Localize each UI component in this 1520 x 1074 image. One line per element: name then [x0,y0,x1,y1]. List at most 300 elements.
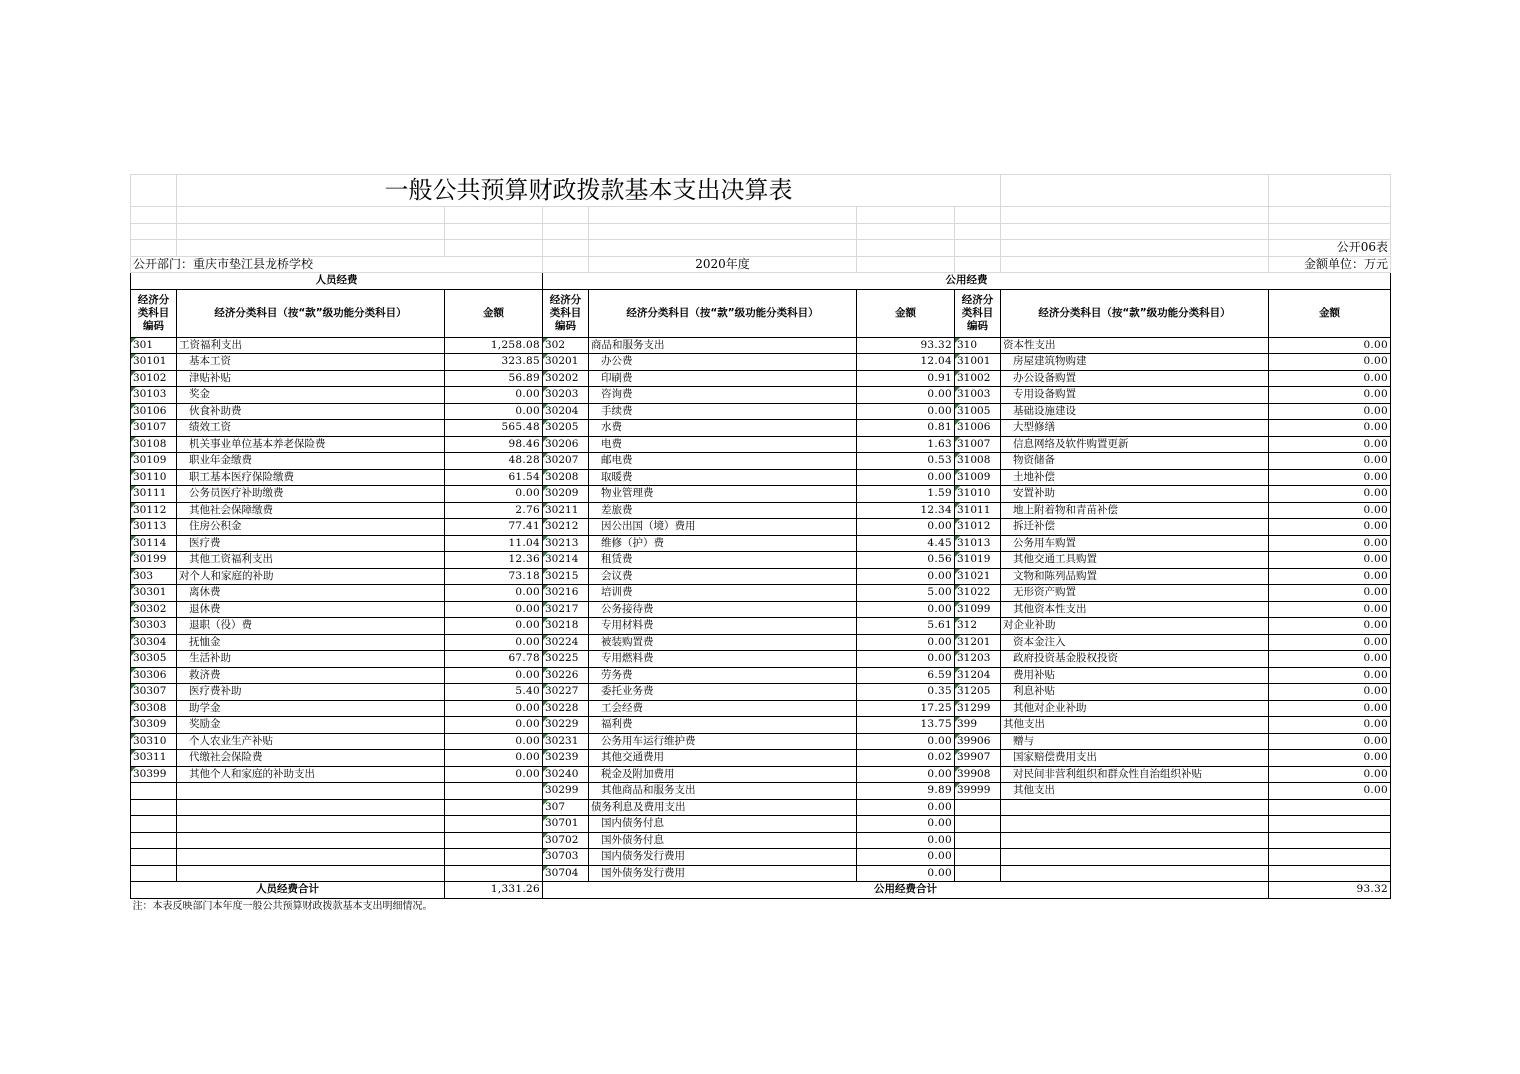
amount: 0.02 [857,750,955,767]
amount: 0.00 [857,601,955,618]
table-row [131,865,1391,882]
table-row [131,337,1391,354]
economic-code [131,865,177,882]
economic-code: 30303 [131,618,177,635]
amount: 1.63 [857,436,955,453]
economic-code: 30305 [131,651,177,668]
amount: 0.00 [857,849,955,866]
amount [445,832,543,849]
category-name: 委托业务费 [589,684,857,701]
category-name: 工会经费 [589,700,857,717]
table-row [131,370,1391,387]
fiscal-year: 2020年度 [589,256,857,273]
category-name: 代缴社会保险费 [177,750,445,767]
table-row [131,403,1391,420]
economic-code: 302 [543,337,589,354]
table-row [131,651,1391,668]
category-name: 专用燃料费 [589,651,857,668]
economic-code: 399 [955,717,1001,734]
economic-code [955,799,1001,816]
economic-code: 30102 [131,370,177,387]
category-name: 其他商品和服务支出 [589,783,857,800]
category-name: 培训费 [589,585,857,602]
economic-code: 30204 [543,403,589,420]
category-name: 安置补助 [1001,486,1269,503]
amount: 56.89 [445,370,543,387]
category-name: 维修（护）费 [589,535,857,552]
group-personnel-header: 人员经费 [131,273,543,290]
category-name: 其他对企业补助 [1001,700,1269,717]
col-header-name: 经济分类科目（按“款”级功能分类科目） [1001,289,1269,337]
category-name: 电费 [589,436,857,453]
economic-code: 30224 [543,634,589,651]
category-name [1001,799,1269,816]
economic-code: 30209 [543,486,589,503]
economic-code: 307 [543,799,589,816]
amount: 0.00 [445,766,543,783]
category-name: 物资储备 [1001,453,1269,470]
amount: 0.00 [1269,387,1391,404]
economic-code: 30110 [131,469,177,486]
amount: 0.00 [1269,651,1391,668]
category-name: 公务接待费 [589,601,857,618]
col-header-code: 经济分类科目编码 [955,289,1001,337]
category-name: 利息补贴 [1001,684,1269,701]
economic-code: 30240 [543,766,589,783]
amount: 1,258.08 [445,337,543,354]
amount: 0.00 [445,717,543,734]
economic-code: 31011 [955,502,1001,519]
amount: 323.85 [445,354,543,371]
economic-code: 31205 [955,684,1001,701]
category-name: 国外债务付息 [589,832,857,849]
category-name: 医疗费 [177,535,445,552]
economic-code: 301 [131,337,177,354]
economic-code: 30199 [131,552,177,569]
amount: 0.00 [445,403,543,420]
amount: 0.00 [445,750,543,767]
total-public-amount: 93.32 [1269,882,1391,899]
amount: 0.00 [445,585,543,602]
category-name: 其他个人和家庭的补助支出 [177,766,445,783]
category-name: 奖励金 [177,717,445,734]
category-name: 其他资本性支出 [1001,601,1269,618]
amount: 0.91 [857,370,955,387]
economic-code: 30227 [543,684,589,701]
category-name: 办公费 [589,354,857,371]
economic-code: 39999 [955,783,1001,800]
economic-code: 31008 [955,453,1001,470]
category-name: 基本工资 [177,354,445,371]
economic-code [131,849,177,866]
economic-code: 30703 [543,849,589,866]
economic-code: 31003 [955,387,1001,404]
economic-code: 30211 [543,502,589,519]
economic-code: 30239 [543,750,589,767]
economic-code: 310 [955,337,1001,354]
economic-code: 30704 [543,865,589,882]
amount [1269,832,1391,849]
category-name: 国内债务付息 [589,816,857,833]
amount: 0.00 [1269,486,1391,503]
table-row [131,519,1391,536]
economic-code: 30310 [131,733,177,750]
category-name: 职工基本医疗保险缴费 [177,469,445,486]
category-name: 抚恤金 [177,634,445,651]
category-name: 差旅费 [589,502,857,519]
economic-code: 30111 [131,486,177,503]
category-name [177,783,445,800]
economic-code: 30101 [131,354,177,371]
table-row [131,799,1391,816]
economic-code: 31201 [955,634,1001,651]
economic-code: 31010 [955,486,1001,503]
amount [445,816,543,833]
amount: 0.00 [445,387,543,404]
economic-code: 31009 [955,469,1001,486]
category-name [1001,832,1269,849]
economic-code: 31002 [955,370,1001,387]
amount: 0.00 [1269,568,1391,585]
amount: 0.00 [857,403,955,420]
category-name: 债务利息及费用支出 [589,799,857,816]
total-public-label: 公用经费合计 [543,882,1269,899]
economic-code: 39906 [955,733,1001,750]
economic-code [131,816,177,833]
economic-code: 30201 [543,354,589,371]
amount: 0.00 [1269,453,1391,470]
category-name: 其他支出 [1001,717,1269,734]
amount: 0.00 [1269,337,1391,354]
category-name: 印刷费 [589,370,857,387]
economic-code: 30113 [131,519,177,536]
category-name: 福利费 [589,717,857,734]
category-name [1001,865,1269,882]
category-name: 机关事业单位基本养老保险费 [177,436,445,453]
economic-code: 31012 [955,519,1001,536]
amount [445,799,543,816]
table-row [131,453,1391,470]
category-name: 租赁费 [589,552,857,569]
category-name: 房屋建筑物购建 [1001,354,1269,371]
category-name: 工资福利支出 [177,337,445,354]
amount: 0.00 [1269,502,1391,519]
economic-code: 30308 [131,700,177,717]
economic-code: 30212 [543,519,589,536]
table-row [131,700,1391,717]
economic-code: 31001 [955,354,1001,371]
amount: 0.00 [1269,403,1391,420]
category-name: 伙食补助费 [177,403,445,420]
amount: 0.00 [1269,535,1391,552]
amount: 0.00 [1269,667,1391,684]
amount: 0.53 [857,453,955,470]
amount-unit: 金额单位：万元 [1269,256,1391,273]
economic-code: 39908 [955,766,1001,783]
economic-code: 30106 [131,403,177,420]
table-row [131,832,1391,849]
amount: 17.25 [857,700,955,717]
category-name: 生活补助 [177,651,445,668]
category-name: 其他交通工具购置 [1001,552,1269,569]
economic-code: 31021 [955,568,1001,585]
amount: 0.00 [1269,684,1391,701]
table-row [131,684,1391,701]
economic-code: 30203 [543,387,589,404]
amount: 0.00 [857,387,955,404]
category-name: 赠与 [1001,733,1269,750]
economic-code: 30103 [131,387,177,404]
economic-code: 30112 [131,502,177,519]
amount: 11.04 [445,535,543,552]
category-name: 住房公积金 [177,519,445,536]
amount: 0.00 [857,766,955,783]
table-row [131,849,1391,866]
economic-code: 31013 [955,535,1001,552]
table-row [131,601,1391,618]
amount: 0.81 [857,420,955,437]
table-row [131,766,1391,783]
amount: 0.00 [1269,519,1391,536]
economic-code: 30205 [543,420,589,437]
amount [445,783,543,800]
category-name: 绩效工资 [177,420,445,437]
amount [1269,865,1391,882]
table-row [131,783,1391,800]
category-name: 职业年金缴费 [177,453,445,470]
economic-code [955,832,1001,849]
category-name: 土地补偿 [1001,469,1269,486]
footnote: 注：本表反映部门本年度一般公共预算财政拨款基本支出明细情况。 [131,898,1391,914]
economic-code: 312 [955,618,1001,635]
amount: 6.59 [857,667,955,684]
economic-code [955,849,1001,866]
category-name: 奖金 [177,387,445,404]
category-name [177,849,445,866]
economic-code: 31019 [955,552,1001,569]
amount: 67.78 [445,651,543,668]
amount: 5.40 [445,684,543,701]
col-header-name: 经济分类科目（按“款”级功能分类科目） [589,289,857,337]
economic-code: 31005 [955,403,1001,420]
category-name: 政府投资基金股权投资 [1001,651,1269,668]
category-name: 水费 [589,420,857,437]
category-name: 被装购置费 [589,634,857,651]
economic-code: 31203 [955,651,1001,668]
amount: 0.00 [857,519,955,536]
category-name [177,865,445,882]
economic-code: 30301 [131,585,177,602]
economic-code: 30208 [543,469,589,486]
category-name: 商品和服务支出 [589,337,857,354]
amount: 77.41 [445,519,543,536]
table-number: 公开06表 [1269,240,1391,257]
amount: 0.00 [1269,552,1391,569]
category-name: 津贴补贴 [177,370,445,387]
economic-code: 30109 [131,453,177,470]
category-name: 离休费 [177,585,445,602]
economic-code: 30215 [543,568,589,585]
economic-code: 31299 [955,700,1001,717]
economic-code: 31007 [955,436,1001,453]
category-name: 对企业补助 [1001,618,1269,635]
category-name [1001,816,1269,833]
amount: 1.59 [857,486,955,503]
category-name: 其他工资福利支出 [177,552,445,569]
economic-code: 303 [131,568,177,585]
table-row [131,568,1391,585]
amount: 0.00 [857,865,955,882]
economic-code: 30311 [131,750,177,767]
amount: 0.00 [857,568,955,585]
category-name: 其他支出 [1001,783,1269,800]
economic-code: 30226 [543,667,589,684]
category-name: 对民间非营利组织和群众性自治组织补贴 [1001,766,1269,783]
amount: 61.54 [445,469,543,486]
amount: 4.45 [857,535,955,552]
economic-code [131,783,177,800]
amount: 0.00 [1269,634,1391,651]
economic-code: 30307 [131,684,177,701]
table-row [131,717,1391,734]
category-name: 会议费 [589,568,857,585]
category-name: 邮电费 [589,453,857,470]
category-name [177,832,445,849]
amount: 13.75 [857,717,955,734]
amount: 5.61 [857,618,955,635]
amount: 0.00 [445,667,543,684]
amount: 0.00 [857,469,955,486]
amount: 5.00 [857,585,955,602]
category-name: 国外债务发行费用 [589,865,857,882]
category-name: 劳务费 [589,667,857,684]
category-name: 无形资产购置 [1001,585,1269,602]
amount: 0.00 [1269,717,1391,734]
amount [445,865,543,882]
category-name: 专用设备购置 [1001,387,1269,404]
economic-code: 30304 [131,634,177,651]
economic-code [131,832,177,849]
economic-code: 39907 [955,750,1001,767]
economic-code: 30217 [543,601,589,618]
amount: 0.00 [857,733,955,750]
category-name [177,816,445,833]
category-name: 信息网络及软件购置更新 [1001,436,1269,453]
amount [445,849,543,866]
economic-code [131,799,177,816]
category-name: 手续费 [589,403,857,420]
table-row [131,552,1391,569]
amount: 0.00 [1269,354,1391,371]
economic-code: 30229 [543,717,589,734]
economic-code: 30302 [131,601,177,618]
amount: 0.00 [857,651,955,668]
category-name: 文物和陈列品购置 [1001,568,1269,585]
economic-code: 30206 [543,436,589,453]
economic-code: 30207 [543,453,589,470]
category-name: 专用材料费 [589,618,857,635]
table-row [131,486,1391,503]
amount: 98.46 [445,436,543,453]
economic-code [955,865,1001,882]
amount: 0.00 [857,799,955,816]
economic-code: 30216 [543,585,589,602]
economic-code: 30701 [543,816,589,833]
col-header-amount: 金额 [1269,289,1391,337]
economic-code: 30107 [131,420,177,437]
category-name: 其他交通费用 [589,750,857,767]
amount: 0.00 [445,733,543,750]
table-row [131,535,1391,552]
category-name: 国家赔偿费用支出 [1001,750,1269,767]
amount: 0.00 [1269,469,1391,486]
category-name: 其他社会保障缴费 [177,502,445,519]
amount [1269,849,1391,866]
category-name: 退职（役）费 [177,618,445,635]
amount: 12.34 [857,502,955,519]
category-name: 公务用车运行维护费 [589,733,857,750]
economic-code: 31022 [955,585,1001,602]
amount: 0.56 [857,552,955,569]
category-name: 公务用车购置 [1001,535,1269,552]
economic-code: 31099 [955,601,1001,618]
amount [1269,799,1391,816]
table-row [131,387,1391,404]
amount: 0.00 [1269,436,1391,453]
amount: 0.00 [1269,585,1391,602]
page-title: 一般公共预算财政拨款基本支出决算表 [177,175,1001,207]
category-name: 取暖费 [589,469,857,486]
economic-code: 31204 [955,667,1001,684]
amount: 0.00 [1269,700,1391,717]
amount: 0.00 [1269,618,1391,635]
category-name: 咨询费 [589,387,857,404]
category-name: 资本性支出 [1001,337,1269,354]
economic-code: 30225 [543,651,589,668]
amount: 0.00 [445,700,543,717]
economic-code: 30399 [131,766,177,783]
category-name: 助学金 [177,700,445,717]
col-header-name: 经济分类科目（按“款”级功能分类科目） [177,289,445,337]
category-name: 对个人和家庭的补助 [177,568,445,585]
category-name [177,799,445,816]
category-name [1001,849,1269,866]
table-row [131,816,1391,833]
table-row [131,750,1391,767]
amount: 2.76 [445,502,543,519]
amount: 0.00 [445,601,543,618]
economic-code: 31006 [955,420,1001,437]
amount: 12.36 [445,552,543,569]
economic-code: 30214 [543,552,589,569]
col-header-amount: 金额 [445,289,543,337]
amount: 9.89 [857,783,955,800]
economic-code: 30202 [543,370,589,387]
amount: 0.35 [857,684,955,701]
economic-code [955,816,1001,833]
category-name: 办公设备购置 [1001,370,1269,387]
table-row [131,634,1391,651]
category-name: 国内债务发行费用 [589,849,857,866]
amount: 0.00 [445,634,543,651]
economic-code: 30309 [131,717,177,734]
table-row [131,420,1391,437]
economic-code: 30231 [543,733,589,750]
economic-code: 30114 [131,535,177,552]
amount: 0.00 [445,486,543,503]
category-name: 拆迁补偿 [1001,519,1269,536]
total-personnel-label: 人员经费合计 [131,882,445,899]
